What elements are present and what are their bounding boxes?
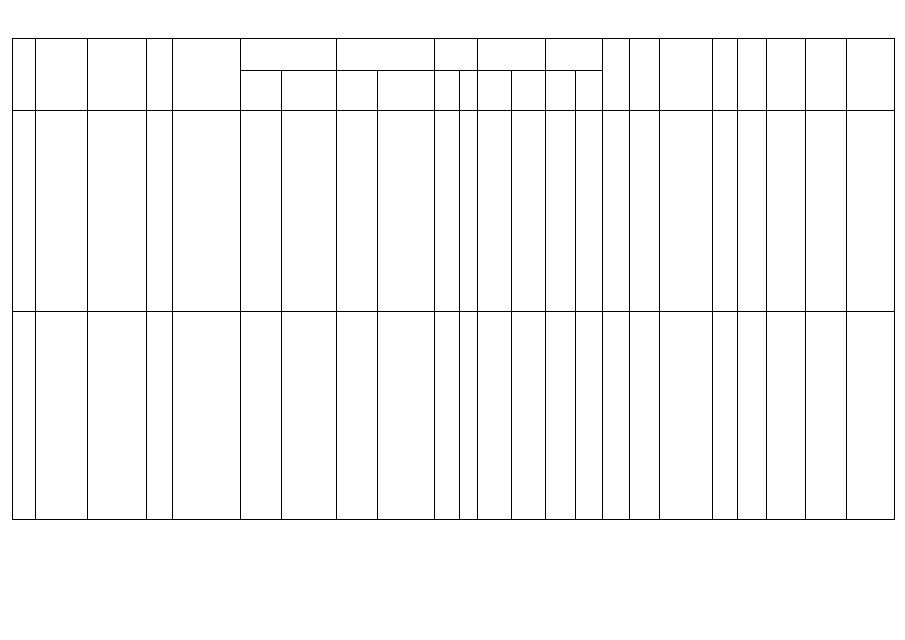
table-cell (172, 111, 240, 312)
table-cell (281, 111, 336, 312)
col-header-service-code (147, 39, 172, 111)
sub-header-name (434, 71, 459, 111)
table-cell (603, 312, 630, 520)
col-header-quality (805, 39, 846, 111)
table-cell (712, 312, 737, 520)
col-header-type (712, 39, 737, 111)
table-row (13, 312, 895, 520)
sub-header-value (575, 71, 602, 111)
table-cell (147, 111, 172, 312)
table-cell (767, 312, 806, 520)
col-header-service-name (172, 39, 240, 111)
table-cell (805, 111, 846, 312)
table-cell (88, 312, 147, 520)
col-header-okpd (737, 39, 767, 111)
sub-header-name (477, 71, 511, 111)
table-cell (477, 312, 511, 520)
table-cell (630, 111, 660, 312)
col-header-okved (660, 39, 712, 111)
sub-header-value (512, 71, 546, 111)
table-cell (512, 312, 546, 520)
sub-header-name (546, 71, 576, 111)
table-cell (660, 111, 712, 312)
table-cell (846, 312, 894, 520)
table-cell (603, 111, 630, 312)
table-cell (459, 111, 477, 312)
table-cell (630, 312, 660, 520)
sub-header-value (459, 71, 477, 111)
table-cell (13, 312, 36, 520)
table-cell (172, 312, 240, 520)
table-cell (477, 111, 511, 312)
table-cell (805, 312, 846, 520)
table-cell (240, 111, 281, 312)
table-cell (512, 111, 546, 312)
col-header-reg-entity (630, 39, 660, 111)
table-cell (377, 312, 434, 520)
table-cell (737, 312, 767, 520)
col-header-volume (846, 39, 894, 111)
table-cell (575, 111, 602, 312)
header-row-1 (13, 39, 895, 71)
table-cell (35, 111, 87, 312)
table-cell (88, 111, 147, 312)
table-cell (147, 312, 172, 520)
table-row (13, 111, 895, 312)
table-cell (240, 312, 281, 520)
col-header-category (767, 39, 806, 111)
col-header-provider (603, 39, 630, 111)
table-cell (336, 312, 377, 520)
sub-header-value (377, 71, 434, 111)
table-cell (546, 111, 576, 312)
sub-header-name (336, 71, 377, 111)
table-cell (737, 111, 767, 312)
col-header-reg-num-subject (88, 39, 147, 111)
table-cell (575, 312, 602, 520)
sub-header-value (281, 71, 336, 111)
col-header-reg-num (35, 39, 87, 111)
table-cell (660, 312, 712, 520)
table-cell (459, 312, 477, 520)
table-cell (35, 312, 87, 520)
col-header-num (13, 39, 36, 111)
table-cell (712, 111, 737, 312)
col-header-content-2 (336, 39, 434, 71)
sub-header-name (240, 71, 281, 111)
table-cell (846, 111, 894, 312)
registry-table (12, 38, 895, 520)
table-cell (377, 111, 434, 312)
table-cell (13, 111, 36, 312)
col-header-condition-1 (477, 39, 545, 71)
col-header-condition-2 (546, 39, 603, 71)
table-cell (767, 111, 806, 312)
table-cell (434, 312, 459, 520)
col-header-content-1 (240, 39, 336, 71)
table-cell (281, 312, 336, 520)
table-cell (434, 111, 459, 312)
table-cell (336, 111, 377, 312)
col-header-content-3 (434, 39, 477, 71)
table-cell (546, 312, 576, 520)
document-page (12, 38, 895, 520)
